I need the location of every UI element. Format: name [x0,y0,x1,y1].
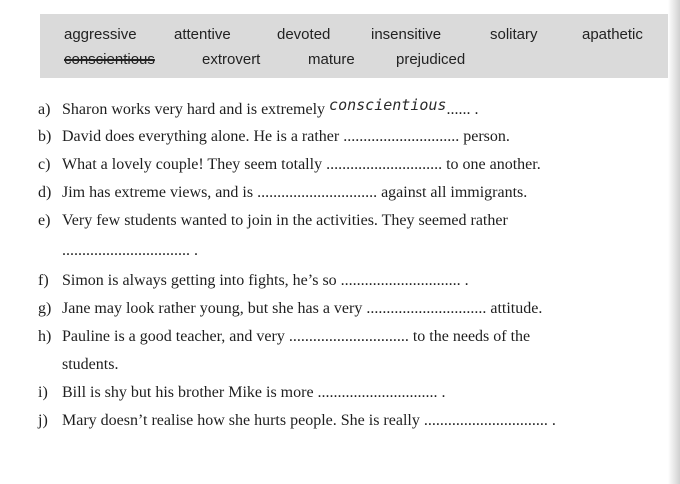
text-h-line2: students. [62,356,119,373]
word-mature: mature [308,51,355,68]
text-i: Bill is shy but his brother Mike is more [62,384,318,401]
label-a: a) [38,101,51,118]
text-d: Jim has extreme views, and is [62,184,258,201]
label-f: f) [38,272,49,289]
sentence-f [38,271,469,291]
text-j-end: . [547,412,556,429]
blank-i[interactable]: .............................. [317,384,438,401]
text-b-end: person. [459,128,510,145]
word-box [40,14,668,78]
blank-e[interactable]: ................................ [62,242,190,259]
blank-c[interactable]: ............................. [326,156,443,173]
word-apathetic: apathetic [582,26,643,43]
word-insensitive: insensitive [371,26,442,43]
word-aggressive: aggressive [64,26,137,43]
word-devoted: devoted [277,26,331,43]
blank-f[interactable]: .............................. [340,272,461,289]
handwritten-answer-a: conscientious [329,96,447,114]
label-j: j) [38,412,48,429]
blank-d[interactable]: .............................. [257,184,378,201]
text-f-end: . [460,272,469,289]
label-d: d) [38,184,52,201]
label-i: i) [38,384,48,401]
blank-j[interactable]: ............................... [423,412,548,429]
page-edge-shadow [668,0,680,484]
sentence-j [38,411,556,431]
label-g: g) [38,300,52,317]
blank-b[interactable]: ............................. [343,128,460,145]
sentence-a [38,96,479,120]
sentence-h-line2 [38,355,118,375]
word-conscientious-crossed: conscientious [64,51,155,68]
word-solitary: solitary [490,26,538,43]
sentence-e [38,211,508,231]
text-b: David does everything alone. He is a rather [62,128,344,145]
text-a-end: . [470,101,479,118]
label-b: b) [38,128,52,145]
blank-h[interactable]: .............................. [288,328,409,345]
text-c-end: to one another. [442,156,541,173]
text-g-end: attitude. [486,300,543,317]
text-e-end: . [190,242,198,259]
label-e: e) [38,212,51,229]
blank-a[interactable]: ...... [446,101,471,118]
word-extrovert: extrovert [202,51,261,68]
label-h: h) [38,328,52,345]
blank-g[interactable]: .............................. [366,300,487,317]
text-a: Sharon works very hard and is extremely [62,101,330,118]
word-prejudiced: prejudiced [396,51,466,68]
text-i-end: . [437,384,446,401]
sentence-g [38,299,542,319]
text-h: Pauline is a good teacher, and very [62,328,289,345]
word-attentive: attentive [174,26,231,43]
sentence-i [38,383,446,403]
text-c: What a lovely couple! They seem totally [62,156,327,173]
label-c: c) [38,156,51,173]
text-e: Very few students wanted to join in the activities. They seemed rather [62,212,508,229]
text-d-end: against all immigrants. [377,184,528,201]
sentence-c [38,155,541,175]
text-h-end: to the needs of the [408,328,531,345]
sentence-d [38,183,527,203]
text-g: Jane may look rather young, but she has a very [62,300,367,317]
text-j: Mary doesn’t realise how she hurts people. She is really [62,412,424,429]
sentence-e-line2 [38,241,198,261]
text-f: Simon is always getting into fights, he’s so [62,272,341,289]
sentence-b [38,127,510,147]
sentence-h [38,327,530,347]
